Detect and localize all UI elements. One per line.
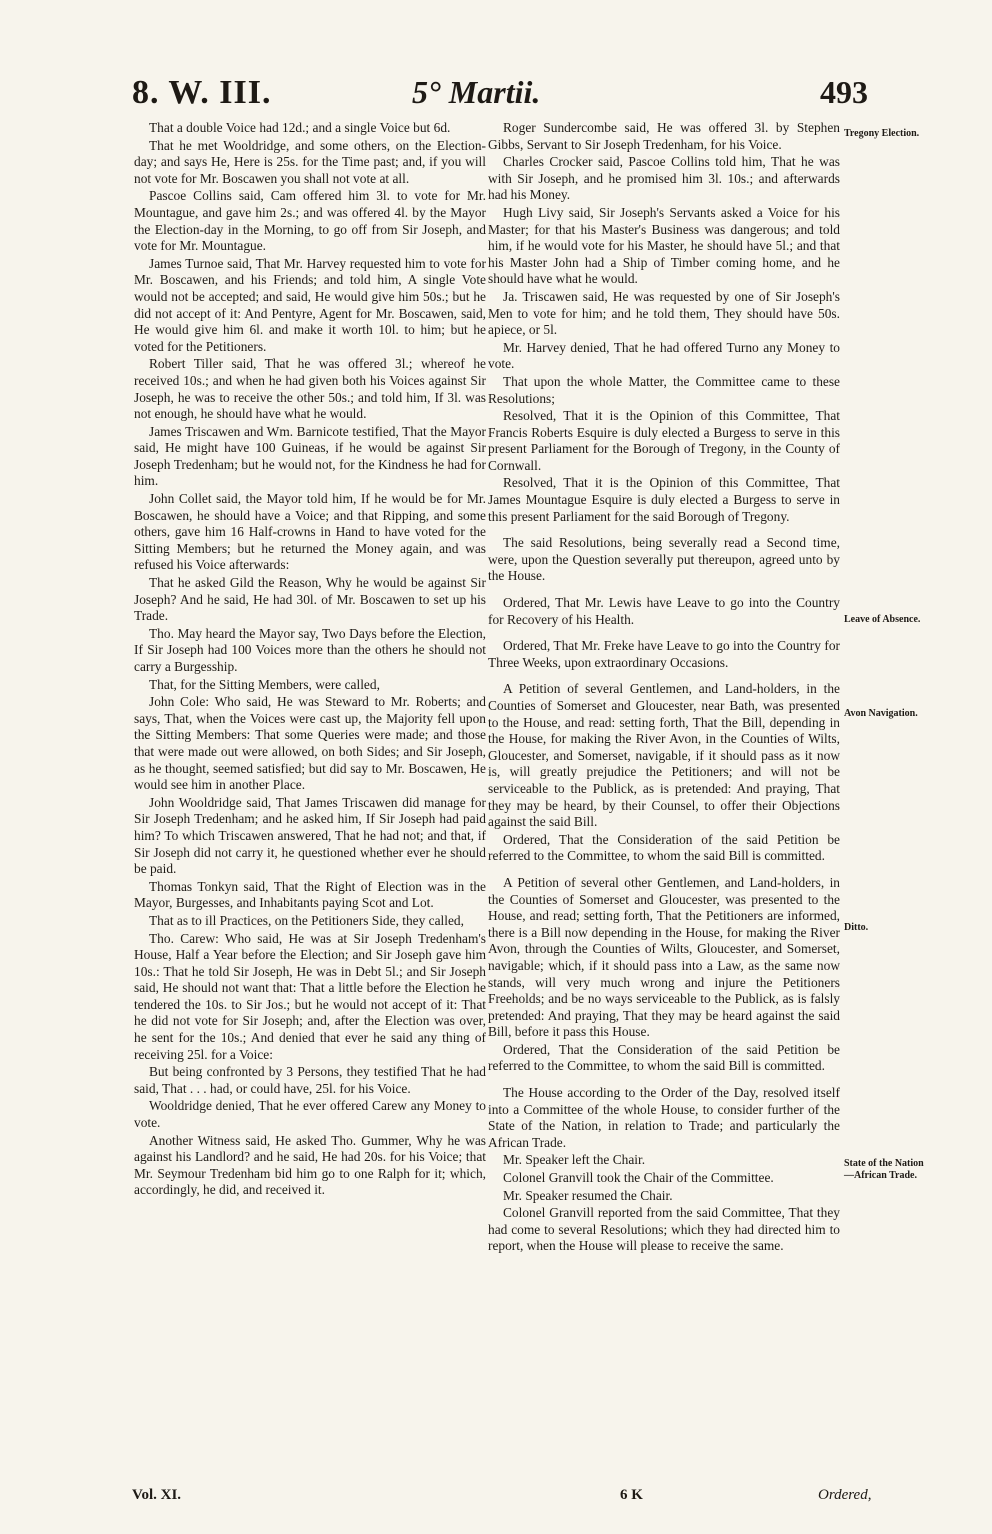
paragraph: John Collet said, the Mayor told him, If he would be for Mr. Boscawen, he should have a Voice; and that Ripping, and some others, gave him 16 Half-crowns in Hand to have voted for the Sitting Members; but he returned the Money again, and was refused his Voice afterwards:: [134, 491, 486, 573]
paragraph: Tho. Carew: Who said, He was at Sir Joseph Tredenham's House, Half a Year before the Election; and Sir Joseph gave him 10s.: That he told Sir Joseph, He was in Debt 5l.; and Sir Joseph said, He should not want that: That a little before the Election he tendered the 10s. to Sir Jos.; but he would not accept of it: That he did not vote for Sir Joseph; and, after the Election was over, he sent for the 10s.; And denied that ever he said any thing of receiving 25l. for a Voice:: [134, 930, 486, 1062]
paragraph: The House according to the Order of the Day, resolved itself into a Committee of the whole House, to consider further of the State of the Nation, in relation to Trade; and particularly the African Trade.: [488, 1085, 840, 1150]
paragraph: Wooldridge denied, That he ever offered Carew any Money to vote.: [134, 1098, 486, 1131]
paragraph: Colonel Granvill reported from the said Committee, That they had come to several Resolutions; which they had directed him to report, when the House will please to receive the same.: [488, 1205, 840, 1254]
paragraph: A Petition of several Gentlemen, and Land-holders, in the Counties of Somerset and Gloucester, near Bath, was presented to the House, and read: setting forth, That the Bill, depending in the House, for making the River Avon, in the Counties of Wilts, Gloucester, and Somerset, navigable, if it should pass as it now is, will greatly prejudice the Petitioners; and will not be serviceable to the Publick, as is pretended: And praying, That they may be heard, by their Counsel, to offer their Objections against the said Bill.: [488, 681, 840, 830]
paragraph: Another Witness said, He asked Tho. Gummer, Why he was against his Landlord? and he said, He had 20s. for his Voice; that Mr. Seymour Tredenham bid him go to one Ralph for it; which, accordingly, he did, and received it.: [134, 1132, 486, 1198]
paragraph: Mr. Speaker left the Chair.: [503, 1152, 646, 1168]
margin-note: Avon Navigation.: [844, 708, 918, 719]
paragraph: John Cole: Who said, He was Steward to Mr. Roberts; and says, That, when the Voices were cast up, the Majority fell upon the Sitting Members: That some Queries were made; and those that were made out were allowed, on both Sides; and Sir Joseph, as he thought, seemed satisfied; but did say to Mr. Boscawen, He would see him in another Place.: [134, 694, 486, 793]
paragraph: Hugh Livy said, Sir Joseph's Servants asked a Voice for his Master; for that his Master's Business was dangerous; and told him, if he would vote for his Master, he should have 5l.; and that his Master John had a Ship of Timber coming home, and he should have what he would.: [488, 204, 840, 287]
margin-note: Leave of Absence.: [844, 614, 921, 625]
paragraph: Tho. May heard the Mayor say, Two Days before the Election, If Sir Joseph had 100 Voices more than the others he should not carry a Burgesship.: [134, 625, 486, 674]
paragraph: Resolved, That it is the Opinion of this Committee, That James Mountague Esquire is duly elected a Burgess to serve in this present Parliament for the said Borough of Tregony.: [488, 475, 840, 524]
paragraph: That he asked Gild the Reason, Why he would be against Sir Joseph? And he said, He had 30l. of Mr. Boscawen to set up his Trade.: [134, 575, 486, 624]
catchword: Ordered,: [818, 1487, 872, 1503]
paragraph: That he met Wooldridge, and some others, on the Election-day; and says He, Here is 25s. for the Time past; and, if you will not vote for Mr. Boscawen you shall not vote at all.: [134, 137, 486, 186]
page-date: 5° Martii.: [412, 74, 541, 110]
paragraph: Thomas Tonkyn said, That the Right of Election was in the Mayor, Burgesses, and Inhabitants paying Scot and Lot.: [134, 878, 486, 911]
paragraph: Mr. Harvey denied, That he had offered Turno any Money to vote.: [488, 339, 840, 372]
paragraph: Pascoe Collins said, Cam offered him 3l. to vote for Mr. Mountague, and gave him 2s.; and was offered 4l. by the Mayor the Election-day in the Morning, to go off from Sir Joseph, and vote for Mr. Mountague.: [134, 188, 486, 254]
paragraph: Ordered, That Mr. Lewis have Leave to go into the Country for Recovery of his Health.: [488, 595, 840, 627]
paragraph: Colonel Granvill took the Chair of the Committee.: [503, 1170, 774, 1186]
paragraph: That upon the whole Matter, the Committee came to these Resolutions;: [488, 373, 840, 406]
page-number: 493: [820, 74, 868, 110]
paragraph: Mr. Speaker resumed the Chair.: [503, 1187, 673, 1203]
paragraph: John Wooldridge said, That James Triscawen did manage for Sir Joseph Tredenham; and he asked him, If Sir Joseph had paid him? To which Triscawen answered, That he had not; and that, if Sir Joseph did not carry it, he questioned whether ever he should be paid.: [134, 794, 486, 877]
margin-note: Ditto.: [844, 922, 869, 933]
paragraph: Robert Tiller said, That he was offered 3l.; whereof he received 10s.; and when he had given both his Voices against Sir Joseph, he was to receive the other 50s.; and told him, If 3l. was not enough, he should have what he would.: [134, 356, 486, 422]
paragraph: That as to ill Practices, on the Petitioners Side, they called,: [149, 912, 464, 928]
paragraph: That a double Voice had 12d.; and a single Voice but 6d.: [149, 120, 451, 135]
margin-note: State of the Nation—African Trade.: [844, 1158, 924, 1181]
paragraph: James Triscawen and Wm. Barnicote testified, That the Mayor said, He might have 100 Guineas, if he would be against Sir Joseph Tredenham; but he would not, for the Kindness he had for him.: [134, 423, 486, 489]
paragraph: Ja. Triscawen said, He was requested by one of Sir Joseph's Men to vote for him; and he told them, They should have 50s. apiece, or 5l.: [488, 288, 840, 338]
margin-note: Tregony Election.: [844, 128, 920, 139]
paragraph: That, for the Sitting Members, were called,: [149, 676, 380, 692]
paragraph: Roger Sundercombe said, He was offered 3l. by Stephen Gibbs, Servant to Sir Joseph Tredenham, for his Voice.: [488, 120, 840, 152]
right-column: [488, 120, 840, 1256]
paragraph: A Petition of several other Gentlemen, and Land-holders, in the Counties of Somerset and Gloucester, was presented to the House, and read; setting forth, That the Petitioners are informed, there is a Bill now depending in the House, for making the River Avon, through the Counties of Wilts, Gloucester, and Somerset, navigable; which, if it should pass into a Law, as the same now stands, will very much wrong and injure the Petitioners Freeholds; and be no ways serviceable to the Publick, as is falsly pretended: And praying, That they may be heard against the said Bill, before it pass this House.: [488, 874, 840, 1040]
paragraph: Charles Crocker said, Pascoe Collins told him, That he was with Sir Joseph, and he promised him 3l. 10s.; and afterwards had his Money.: [488, 154, 840, 203]
paragraph: Ordered, That the Consideration of the said Petition be referred to the Committee, to whom the said Bill is committed.: [488, 1041, 840, 1074]
signature-mark: 6 K: [620, 1487, 643, 1503]
left-column: [134, 120, 486, 1200]
paragraph: Ordered, That Mr. Freke have Leave to go into the Country for Three Weeks, upon extraordinary Occasions.: [488, 638, 840, 670]
paragraph: The said Resolutions, being severally read a Second time, were, upon the Question severally put thereupon, agreed unto by the House.: [488, 535, 840, 584]
paragraph: Resolved, That it is the Opinion of this Committee, That Francis Roberts Esquire is duly elected a Burgess to serve in this present Parliament for the Borough of Tregony, in the County of Cornwall.: [488, 408, 840, 473]
paragraph: Ordered, That the Consideration of the said Petition be referred to the Committee, to whom the said Bill is committed.: [488, 831, 840, 864]
paragraph: James Turnoe said, That Mr. Harvey requested him to vote for Mr. Boscawen, and his Friends; and told him, A single Vote would not be accepted; and said, He would give him 50s.; but he did not accept of it: And Pentyre, Agent for Mr. Boscawen, said, He would give him 6l. and make it worth 10l. to him; but he voted for the Petitioners.: [134, 255, 486, 354]
regnal-year: 8. W. III.: [132, 74, 272, 111]
paragraph: But being confronted by 3 Persons, they testified That he had said, That . . . had, or could have, 25l. for his Voice.: [134, 1064, 486, 1096]
volume-mark: Vol. XI.: [132, 1487, 182, 1503]
